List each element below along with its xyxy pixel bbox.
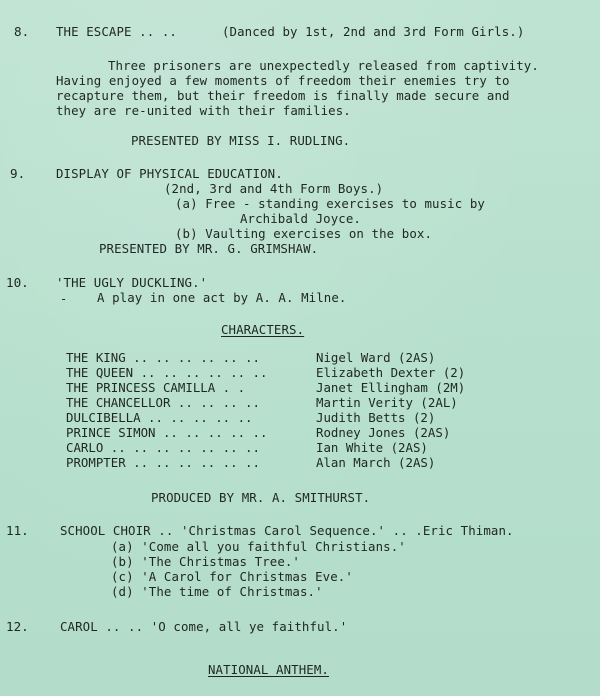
characters-heading: CHARACTERS. bbox=[221, 322, 305, 337]
item-9-title: DISPLAY OF PHYSICAL EDUCATION. bbox=[56, 166, 283, 181]
cast-role: THE CHANCELLOR .. .. .. .. bbox=[66, 395, 260, 410]
cast-actor: Alan March (2AS) bbox=[316, 455, 436, 470]
carol-item: (b) 'The Christmas Tree.' bbox=[111, 554, 300, 569]
carol-item: (a) 'Come all you faithful Christians.' bbox=[111, 539, 406, 554]
item-8-presenter: PRESENTED BY MISS I. RUDLING. bbox=[131, 133, 351, 148]
item-9-presenter: PRESENTED BY MR. G. GRIMSHAW. bbox=[99, 241, 319, 256]
item-12-number: 12. bbox=[6, 619, 29, 634]
item-9-part-a-line-2: Archibald Joyce. bbox=[240, 211, 361, 226]
stray-mark: - bbox=[60, 292, 68, 306]
item-9-number: 9. bbox=[10, 166, 26, 181]
cast-actor: Elizabeth Dexter (2) bbox=[316, 365, 466, 380]
cast-role: PROMPTER .. .. .. .. .. .. bbox=[66, 455, 260, 470]
item-11-number: 11. bbox=[6, 523, 29, 538]
item-11-title: SCHOOL CHOIR .. 'Christmas Carol Sequence.' .. .Eric Thiman. bbox=[60, 523, 514, 538]
item-10-title: 'THE UGLY DUCKLING.' bbox=[56, 275, 208, 290]
item-8-description-line-4: they are re-united with their families. bbox=[56, 103, 351, 118]
cast-role: DULCIBELLA .. .. .. .. .. bbox=[66, 410, 253, 425]
cast-role: THE KING .. .. .. .. .. .. bbox=[66, 350, 260, 365]
cast-role: CARLO .. .. .. .. .. .. .. bbox=[66, 440, 260, 455]
cast-role: THE PRINCESS CAMILLA . . bbox=[66, 380, 246, 395]
carol-item: (c) 'A Carol for Christmas Eve.' bbox=[111, 569, 353, 584]
national-anthem-heading: NATIONAL ANTHEM. bbox=[208, 662, 329, 677]
cast-role: THE QUEEN .. .. .. .. .. .. bbox=[66, 365, 268, 380]
item-9-part-a-line-1: (a) Free - standing exercises to music by bbox=[175, 196, 485, 211]
item-9-part-b: (b) Vaulting exercises on the box. bbox=[175, 226, 433, 241]
carol-item: (d) 'The time of Christmas.' bbox=[111, 584, 323, 599]
item-8-description-line-3: recapture them, but their freedom is finally made secure and bbox=[56, 88, 510, 103]
item-8-title: THE ESCAPE .. .. bbox=[56, 24, 177, 39]
item-12-title: CAROL .. .. 'O come, all ye faithful.' bbox=[60, 619, 348, 634]
cast-actor: Rodney Jones (2AS) bbox=[316, 425, 451, 440]
item-8-note: (Danced by 1st, 2nd and 3rd Form Girls.) bbox=[222, 24, 525, 39]
item-10-subtitle: A play in one act by A. A. Milne. bbox=[97, 290, 347, 305]
item-8-number: 8. bbox=[14, 24, 30, 39]
cast-actor: Ian White (2AS) bbox=[316, 440, 428, 455]
item-8-description-line-2: Having enjoyed a few moments of freedom their enemies try to bbox=[56, 73, 510, 88]
item-8-description-line-1: Three prisoners are unexpectedly released from captivity. bbox=[108, 58, 539, 73]
cast-actor: Nigel Ward (2AS) bbox=[316, 350, 436, 365]
cast-actor: Janet Ellingham (2M) bbox=[316, 380, 466, 395]
item-10-number: 10. bbox=[6, 275, 29, 290]
item-9-forms: (2nd, 3rd and 4th Form Boys.) bbox=[164, 181, 384, 196]
item-10-producer: PRODUCED BY MR. A. SMITHURST. bbox=[151, 490, 371, 505]
cast-role: PRINCE SIMON .. .. .. .. .. bbox=[66, 425, 268, 440]
cast-actor: Martin Verity (2AL) bbox=[316, 395, 458, 410]
cast-actor: Judith Betts (2) bbox=[316, 410, 436, 425]
